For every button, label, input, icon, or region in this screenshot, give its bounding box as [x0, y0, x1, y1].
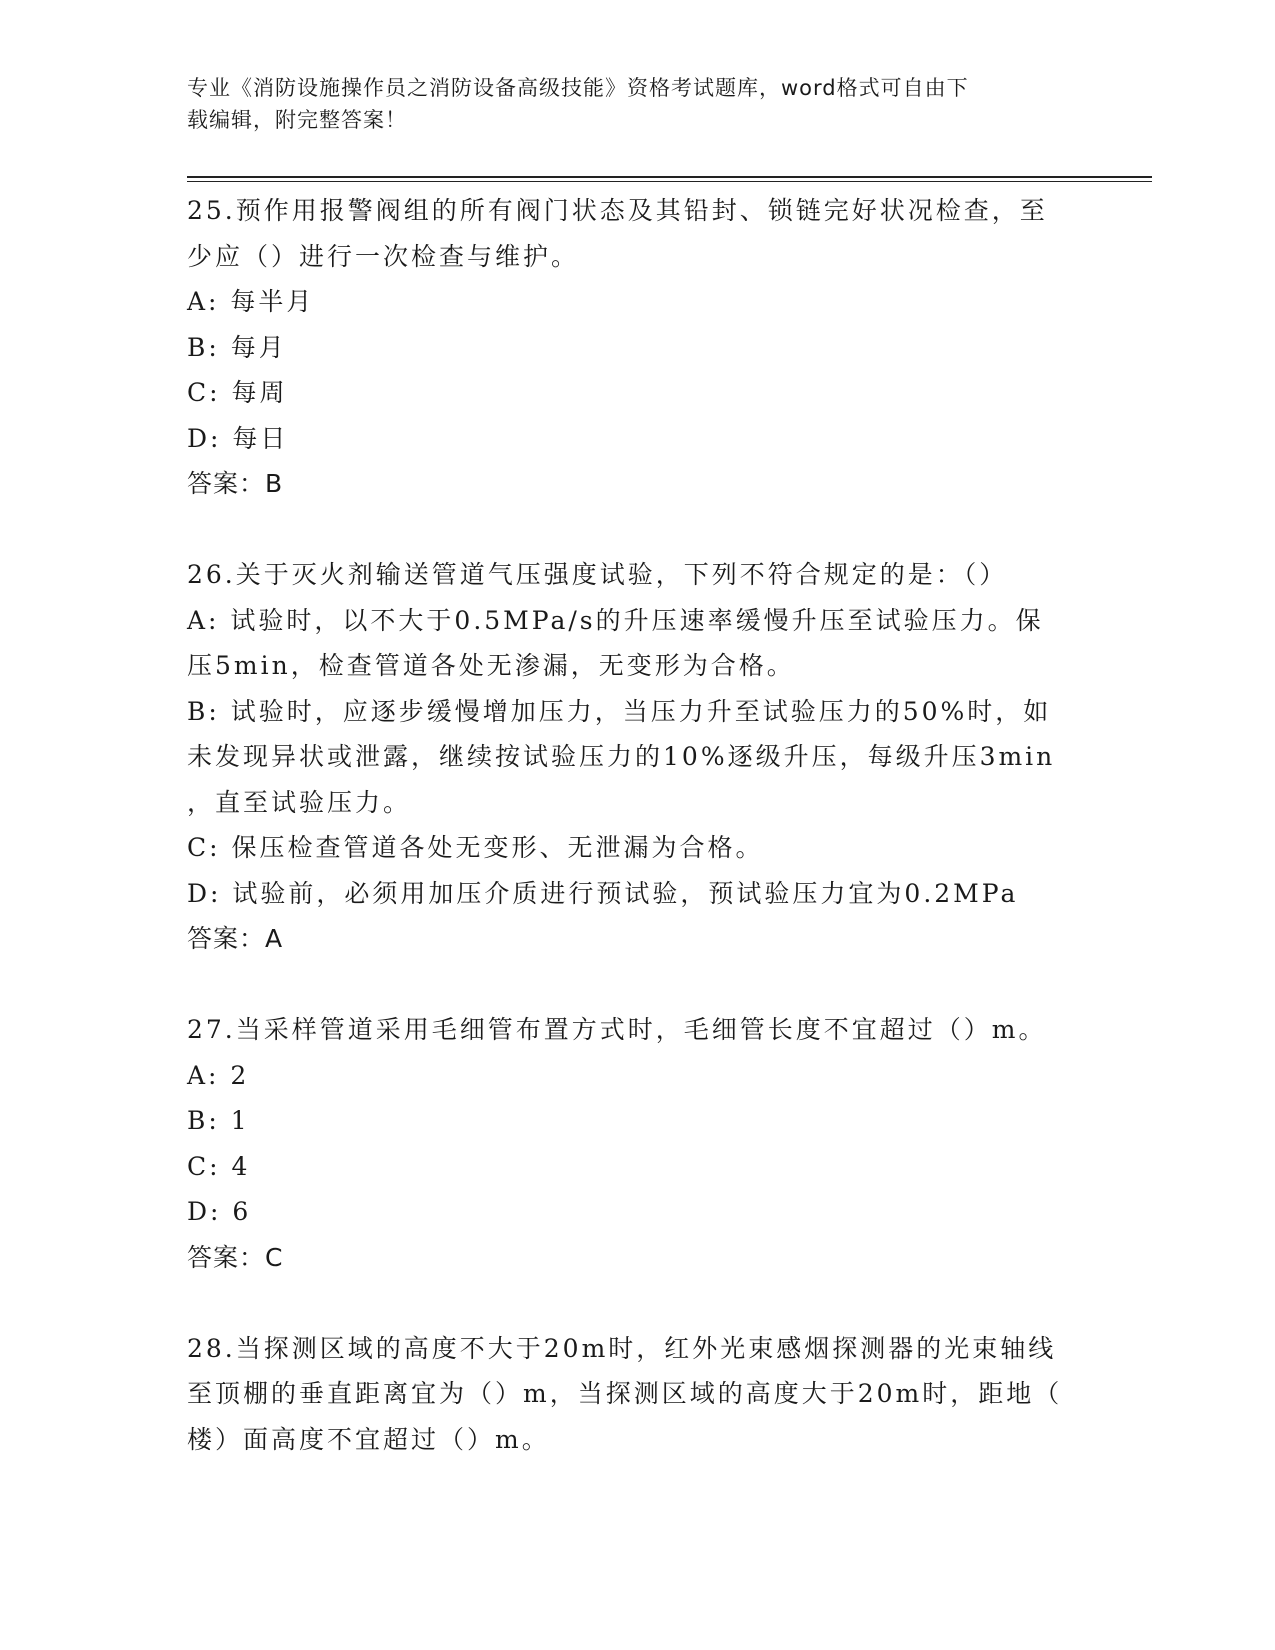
question-stem: 25.预作用报警阀组的所有阀门状态及其铅封、锁链完好状况检查，至: [187, 196, 1048, 225]
header-divider-thin: [187, 181, 1152, 182]
option-d: D: 每日: [187, 423, 289, 453]
header-line: 载编辑，附完整答案！: [187, 108, 407, 132]
spacer: [187, 507, 1087, 553]
question-stem: 26.关于灭火剂输送管道气压强度试验，下列不符合规定的是：（）: [187, 560, 1008, 589]
option-b-continued: ，直至试验压力。: [187, 787, 412, 817]
answer-line: 答案：C: [187, 1242, 284, 1272]
option-b: B: 每月: [187, 332, 287, 362]
option-a: A: 每半月: [187, 287, 315, 316]
question-28: [187, 1326, 1087, 1463]
header-divider: [187, 176, 1152, 178]
question-27: [187, 1007, 1087, 1280]
option-d: D: 6: [187, 1197, 252, 1226]
option-b: B: 1: [187, 1106, 250, 1135]
spacer: [187, 962, 1087, 1008]
option-c: C: 每周: [187, 378, 288, 407]
question-25: [187, 188, 1087, 507]
question-stem: 楼）面高度不宜超过（）m。: [187, 1424, 550, 1454]
option-b-continued: 未发现异状或泄露，继续按试验压力的10%逐级升压，每级升压3min: [187, 742, 1056, 771]
option-a: A: 试验时，以不大于0.5MPa/s的升压速率缓慢升压至试验压力。保: [187, 605, 1044, 635]
option-a-continued: 压5min，检查管道各处无渗漏，无变形为合格。: [187, 651, 795, 680]
question-stem: 少应（）进行一次检查与维护。: [187, 241, 580, 271]
question-26: [187, 552, 1087, 962]
spacer: [187, 1280, 1087, 1326]
option-c: C: 保压检查管道各处无变形、无泄漏为合格。: [187, 833, 764, 862]
question-list: [187, 188, 1087, 1462]
question-stem: 28.当探测区域的高度不大于20m时，红外光束感烟探测器的光束轴线: [187, 1333, 1057, 1363]
document-header: [187, 72, 1067, 136]
header-line: 专业《消防设施操作员之消防设备高级技能》资格考试题库，word格式可自由下: [187, 76, 969, 100]
option-d: D: 试验前，必须用加压介质进行预试验，预试验压力宜为0.2MPa: [187, 878, 1019, 908]
answer-line: 答案：A: [187, 924, 284, 953]
question-stem: 至顶棚的垂直距离宜为（）m，当探测区域的高度大于20m时，距地（: [187, 1379, 1063, 1408]
answer-line: 答案：B: [187, 469, 284, 498]
question-stem: 27.当采样管道采用毛细管布置方式时，毛细管长度不宜超过（）m。: [187, 1015, 1047, 1044]
option-b: B: 试验时，应逐步缓慢增加压力，当压力升至试验压力的50%时，如: [187, 696, 1052, 726]
option-c: C: 4: [187, 1151, 251, 1181]
option-a: A: 2: [187, 1060, 250, 1090]
